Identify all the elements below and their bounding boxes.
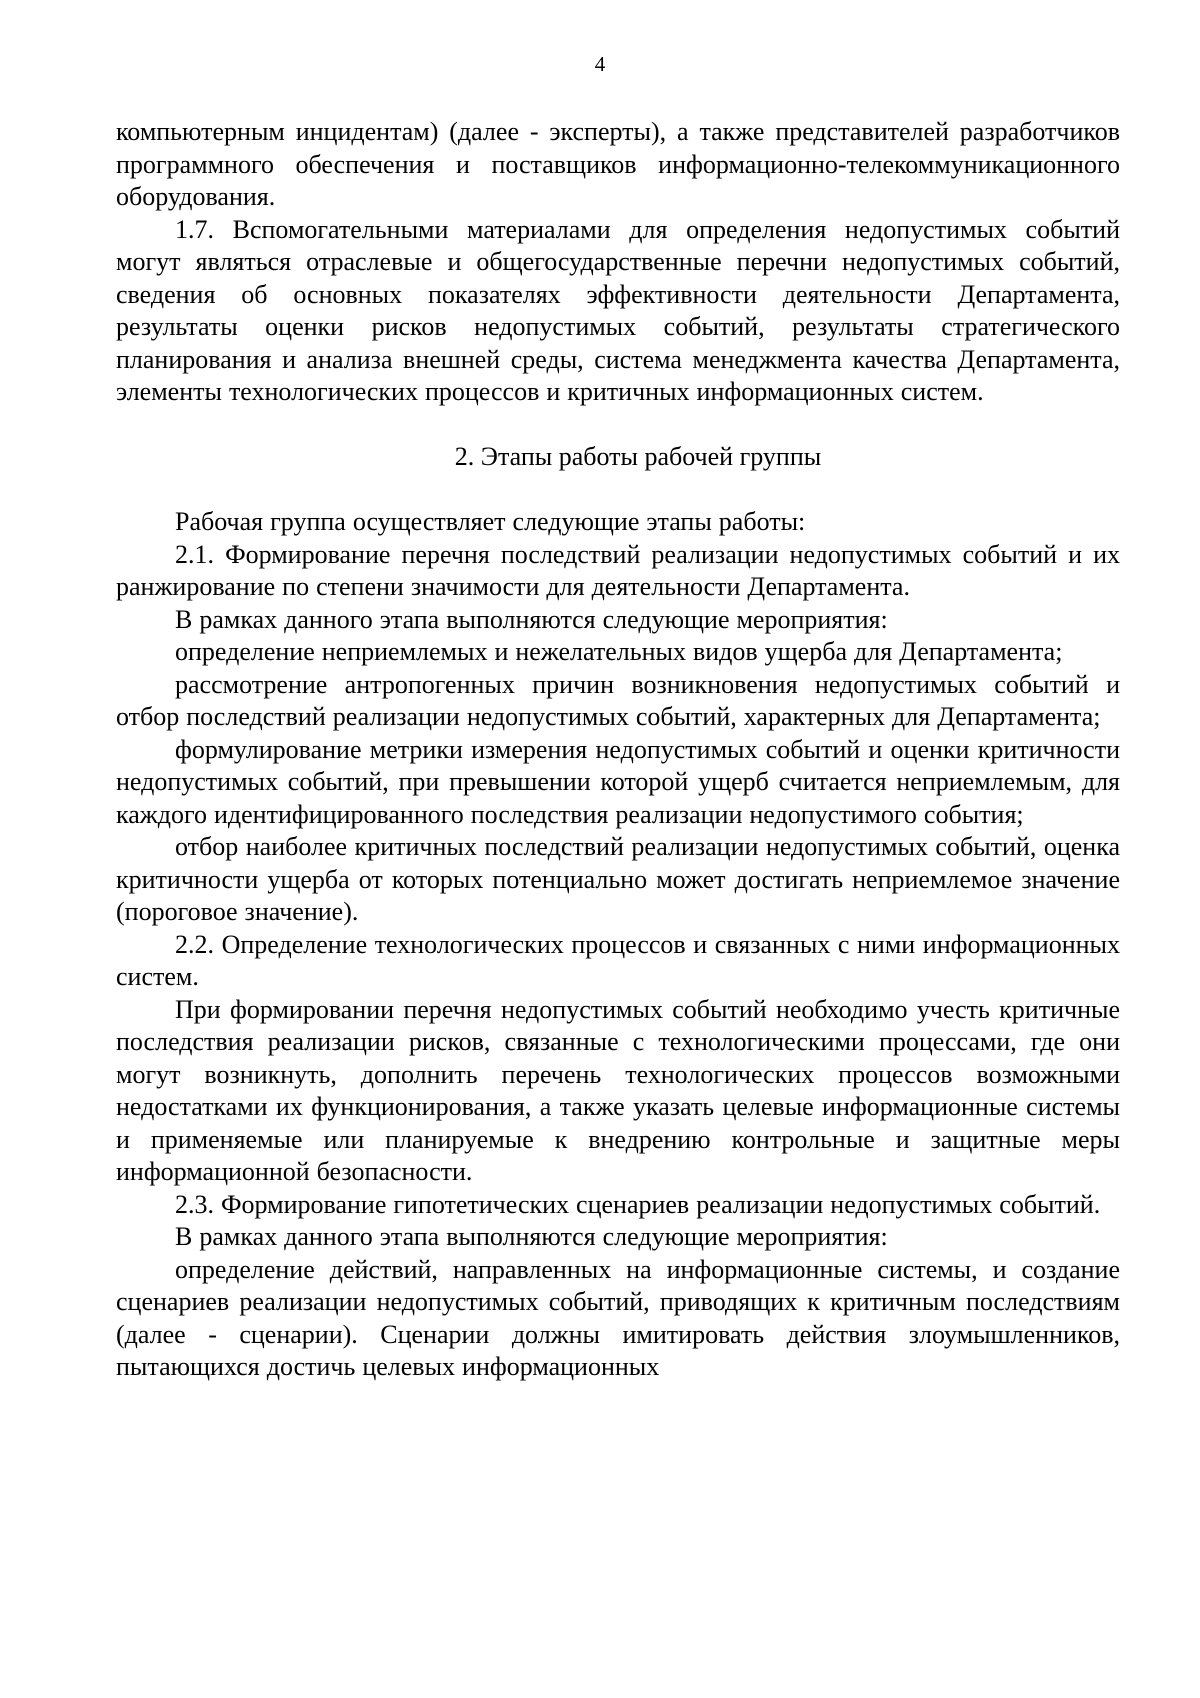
paragraph-1-7: 1.7. Вспомогательными материалами для определения недопустимых событий могут являться отраслевые и общегосударственные перечни недопустимых событий, сведения об основных показателях эффективности деятельности Департамента, результаты оценки рисков недопустимых событий, результаты стратегического планирования и анализа внешней среды, система менеджмента качества Департамента, элементы технологических процессов и критичных информационных систем. xyxy=(116,214,1120,406)
paragraph-event-list: При формировании перечня недопустимых событий необходимо учесть критичные последствия реализации рисков, связанные с технологическими процессами, где они могут возникнуть, дополнить перечень технологических процессов возможными недостатками их функционирования, а также указать целевые информационные системы и применяемые или планируемые к внедрению контрольные и защитные меры информационной безопасности. xyxy=(116,994,1120,1186)
paragraph-activities-intro: В рамках данного этапа выполняются следующие мероприятия: xyxy=(175,1222,888,1251)
document-body xyxy=(116,116,1120,1384)
paragraph-intro: Рабочая группа осуществляет следующие этапы работы: xyxy=(175,507,806,536)
list-item: определение действий, направленных на информационные системы, и создание сценариев реализации недопустимых событий, приводящих к критичным последствиям (далее - сценарии). Сценарии должны имитировать действия злоумышленников, пытающихся достичь целевых информационных xyxy=(116,1254,1120,1381)
paragraph-2-3: 2.3. Формирование гипотетических сценариев реализации недопустимых событий. xyxy=(175,1189,1101,1219)
list-item: рассмотрение антропогенных причин возникновения недопустимых событий и отбор последствий реализации недопустимых событий, характерных для Департамента; xyxy=(116,669,1120,731)
paragraph-2-2: 2.2. Определение технологических процессов и связанных с ними информационных систем. xyxy=(116,929,1120,991)
list-item: отбор наиболее критичных последствий реализации недопустимых событий, оценка критичности ущерба от которых потенциально может достигать неприемлемое значение (пороговое значение). xyxy=(116,832,1120,926)
section-heading: 2. Этапы работы рабочей группы xyxy=(454,441,822,471)
paragraph-continuation: компьютерным инцидентам) (далее - эксперты), а также представителей разработчиков программного обеспечения и поставщиков информационно-телекоммуникационного оборудования. xyxy=(116,117,1120,211)
paragraph-activities-intro: В рамках данного этапа выполняются следующие мероприятия: xyxy=(175,604,888,634)
list-item: определение неприемлемых и нежелательных видов ущерба для Департамента; xyxy=(175,637,1063,666)
list-item: формулирование метрики измерения недопустимых событий и оценки критичности недопустимых событий, при превышении которой ущерб считается неприемлемым, для каждого идентифицированного последствия реализации недопустимого события; xyxy=(116,734,1120,829)
paragraph-2-1: 2.1. Формирование перечня последствий реализации недопустимых событий и их ранжирование по степени значимости для деятельности Департамента. xyxy=(116,539,1120,601)
page-number: 4 xyxy=(594,52,606,76)
